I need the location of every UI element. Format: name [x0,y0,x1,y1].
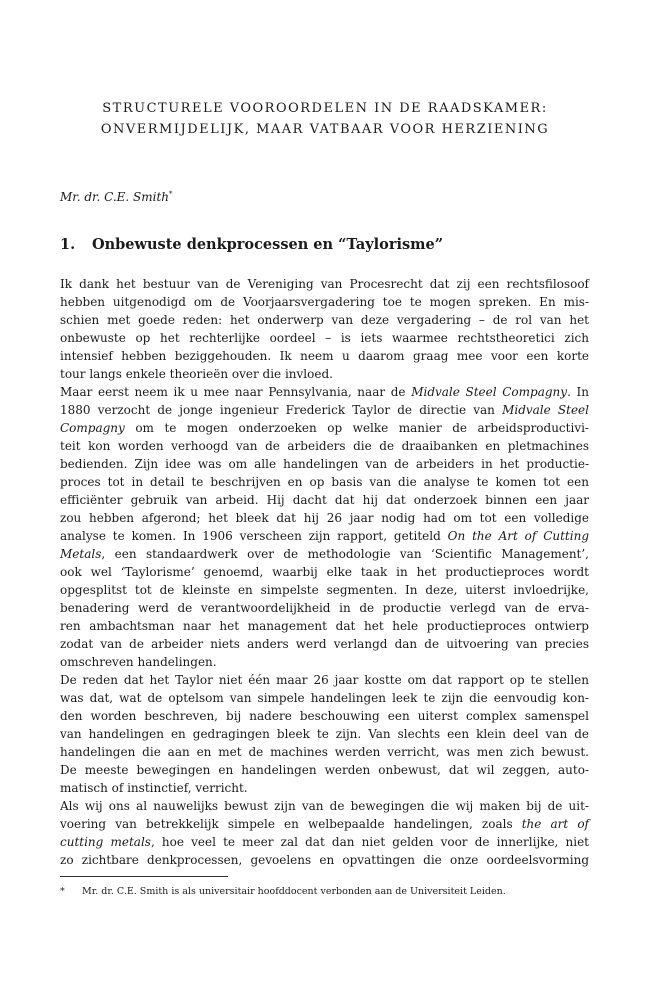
italic-text: cutting metals [60,835,151,849]
body-line: matisch of instinctief, verricht. [60,781,248,795]
italic-text: Midvale Steel Compagny [411,385,568,399]
body-line: handelingen die aan en met de machines werden verricht, was men zich bewust. [60,745,589,759]
italic-text: the art of [521,817,589,831]
author-name: Mr. dr. C.E. Smith [60,190,170,204]
body-line: den worden beschreven, bij nadere beschouwing een uiterst complex samenspel [60,709,589,723]
body-line: De reden dat het Taylor niet één maar 26 jaar kostte om dat rapport op te stellen [60,673,589,687]
body-line [60,815,589,833]
body-line: Ik dank het bestuur van de Vereniging van Procesrecht dat zij een rechtsfilosoof [60,277,589,291]
article-title [60,98,590,140]
body-line: intensief hebben beziggehouden. Ik neem u daarom graag mee voor een korte [60,349,589,363]
text-run: voering van betrekkelijk simpele en welbepaalde handelingen, zoals [60,817,522,831]
text-run: , hoe veel te meer zal dat dan niet gelden voor de innerlijke, niet [150,835,589,849]
text-run: om te mogen onderzoeken op welke manier de arbeidsproductivi- [124,421,589,435]
body-line [60,419,589,437]
body-line: was dat, wat de optelsom van simpele handelingen leek te zijn die eenvoudig kon- [60,691,589,705]
body-line: efficiënter gebruik van arbeid. Hij dacht dat hij dat onderzoek binnen een jaar [60,493,589,507]
italic-text: Metals [60,547,102,561]
body-line: zou hebben afgerond; het bleek dat hij 26 jaar nodig had om tot een volledige [60,511,589,525]
body-line [60,401,589,419]
body-line [60,545,589,563]
body-line: ook wel ‘Taylorisme’ genoemd, waarbij elke taak in het productieproces wordt [60,565,589,579]
italic-text: On the Art of Cutting [447,529,590,543]
footnote-text: Mr. dr. C.E. Smith is als universitair hoofddocent verbonden aan de Universiteit Leiden. [82,886,506,897]
text-run: Maar eerst neem ik u mee naar Pennsylvania, naar de [60,385,412,399]
body-line: tour langs enkele theorieën over die invloed. [60,367,333,381]
body-line: schien met goede reden: het onderwerp van deze vergadering – de rol van het [60,313,589,327]
body-line: omschreven handelingen. [60,655,217,669]
text-run: analyse te komen. In 1906 verscheen zijn rapport, getiteld [60,529,448,543]
section-heading [60,236,443,253]
body-line [60,383,589,401]
author-byline [60,190,173,204]
footnote [60,886,590,897]
body-line: Als wij ons al nauwelijks bewust zijn van de bewegingen die wij maken bij de uit- [60,799,589,813]
text-run: 1880 verzocht de jonge ingenieur Frederick Taylor de directie van [60,403,503,417]
body-line [60,527,589,545]
section-number: 1. [60,236,76,253]
body-line: onbewuste op het rechterlijke oordeel – is iets waarmee rechtstheoretici zich [60,331,589,345]
footnote-divider [60,876,228,877]
body-line: zo zichtbare denkprocessen, gevoelens en opvattingen die onze oordeelsvorming [60,853,589,867]
body-line: hebben uitgenodigd om de Voorjaarsvergadering toe te mogen spreken. En mis- [60,295,589,309]
body-line: benadering werd de verantwoordelijkheid in de productie verlegd van de erva- [60,601,589,615]
body-line: De meeste bewegingen en handelingen werden onbewust, dat wil zeggen, auto- [60,763,589,777]
footnote-mark: * [60,886,65,897]
title-line-2: ONVERMIJDELIJK, MAAR VATBAAR VOOR HERZIENING [100,122,550,137]
text-run: , een standaardwerk over de methodologie van ‘Scientific Management’, [101,547,589,561]
italic-text: Midvale Steel [502,403,590,417]
title-line-1: STRUCTURELE VOOROORDELEN IN DE RAADSKAMER: [102,101,548,116]
body-line: bedienden. Zijn idee was om alle handelingen van de arbeiders in het productie- [60,457,589,471]
body-line: proces tot in detail te beschrijven en op basis van die analyse te komen tot een [60,475,589,489]
body-line: teit kon worden verhoogd van de arbeiders die de draaibanken en pletmachines [60,439,589,453]
body-line: opgesplitst tot de kleinste en simpelste segmenten. In deze, uiterst invloedrijke, [60,583,589,597]
body-line: van handelingen en gedragingen bleek te zijn. Van slechts een klein deel van de [60,727,589,741]
text-run: . In [567,385,590,399]
author-footnote-mark[interactable]: * [169,190,173,198]
section-title: Onbewuste denkprocessen en “Taylorisme” [92,236,444,253]
body-line [60,833,589,851]
italic-text: Compagny [60,421,125,435]
body-text [60,275,589,869]
body-line: ren ambachtsman naar het management dat het hele productieproces ontwierp [60,619,589,633]
body-line: zodat van de arbeider niets anders werd verlangd dan de uitvoering van precies [60,637,589,651]
